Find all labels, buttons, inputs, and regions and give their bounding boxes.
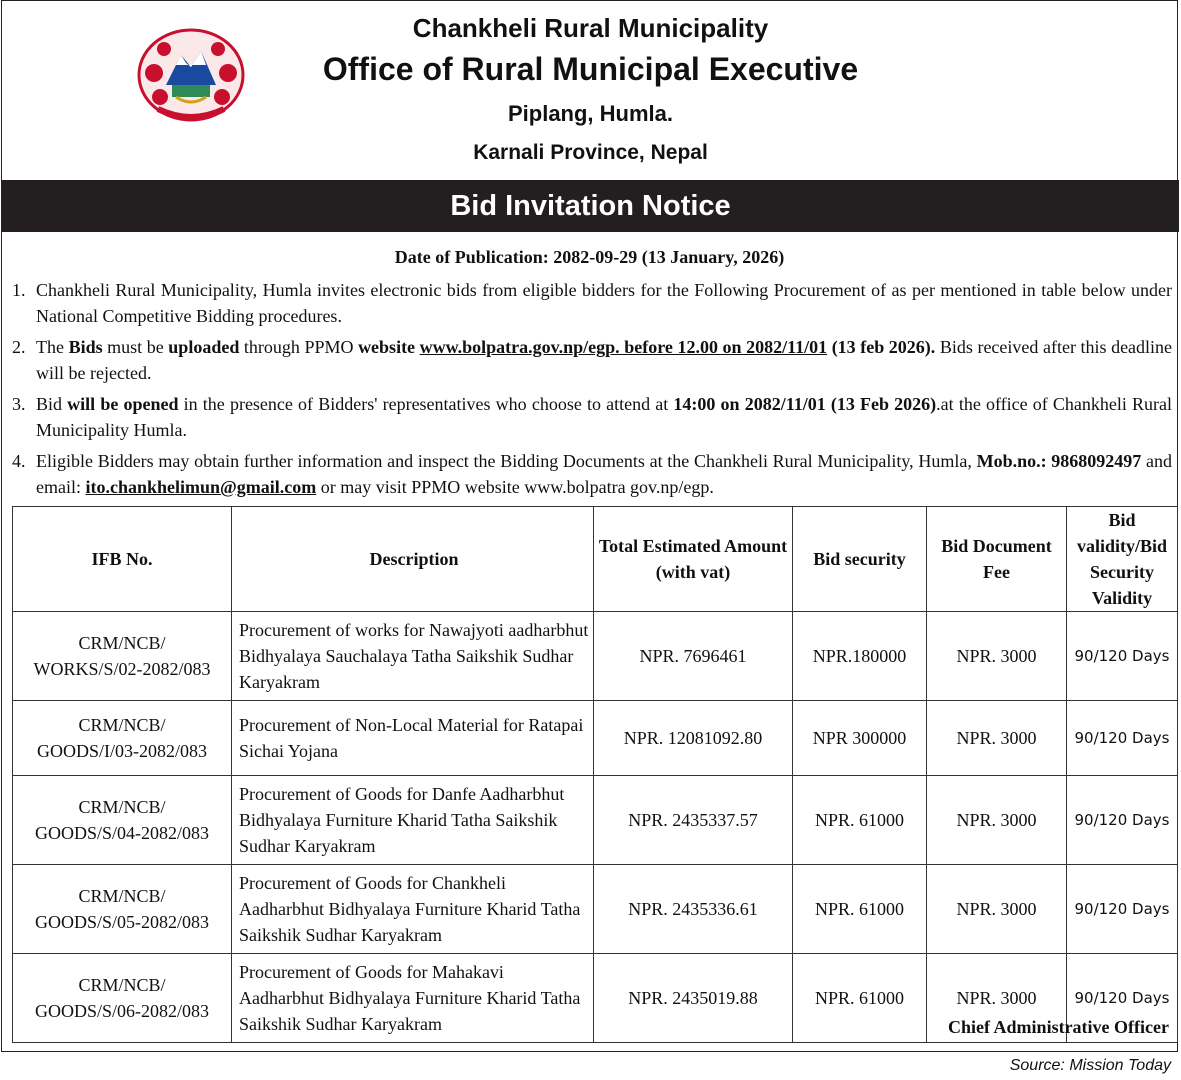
fee-cell: NPR. 3000 — [927, 776, 1067, 865]
fee-cell: NPR. 3000 — [927, 865, 1067, 954]
item-bold: uploaded — [168, 337, 240, 357]
item-text: Bids received after this deadline will be rejected. — [36, 337, 1173, 383]
security-cell: NPR. 61000 — [793, 865, 927, 954]
desc-cell: Procurement of Goods for Chankheli Aadharbhut Bidhyalaya Furniture Kharid Tatha Saikshik Sudhar Karyakram — [232, 865, 594, 954]
validity-cell: 90/120 Days — [1067, 776, 1178, 865]
amount-cell: NPR. 12081092.80 — [594, 701, 793, 776]
validity-cell: 90/120 Days — [1067, 865, 1178, 954]
ifb-line: GOODS/S/05-2082/083 — [34, 912, 209, 932]
item-bold: 14:00 on 2082/11/01 (13 Feb 2026) — [673, 394, 937, 414]
ifb-line: GOODS/S/04-2082/083 — [34, 823, 209, 843]
desc-cell: Procurement of works for Nawajyoti aadharbhut Bidhyalaya Sauchalaya Tatha Saikshik Sudhar Karyakram — [232, 612, 594, 701]
item-bold: (13 feb 2026). — [831, 337, 936, 357]
table-header-row — [13, 507, 1178, 612]
ppmo-website-link[interactable]: www.bolpatra.gov.np/egp. before 12.00 on 2082/11/01 — [419, 337, 828, 357]
email-link[interactable]: ito.chankhelimun@gmail.com — [85, 477, 317, 497]
fee-cell: NPR. 3000 — [927, 612, 1067, 701]
item-text: .at the office of Chankheli Rural Municipality Humla. — [36, 394, 1173, 440]
security-cell: NPR. 61000 — [793, 954, 927, 1043]
office-name: Office of Rural Municipal Executive — [322, 51, 859, 87]
ifb-line: CRM/NCB/ — [78, 633, 166, 653]
table-row — [13, 865, 1178, 954]
province-country: Karnali Province, Nepal — [473, 141, 708, 164]
item-text: The — [36, 337, 69, 357]
desc-cell: Procurement of Goods for Danfe Aadharbhut Bidhyalaya Furniture Kharid Tatha Saikshik Sudhar Karyakram — [232, 776, 594, 865]
ifb-line: WORKS/S/02-2082/083 — [33, 659, 211, 679]
header — [2, 1, 1179, 179]
item-bold: will be opened — [67, 394, 179, 414]
publication-date: Date of Publication: 2082-09-29 (13 January, 2026) — [394, 247, 785, 267]
security-cell: NPR 300000 — [793, 701, 927, 776]
table-row — [13, 776, 1178, 865]
security-cell: NPR. 61000 — [793, 776, 927, 865]
col-validity: Bid validity/Bid Security Validity — [1067, 507, 1178, 612]
table-row — [13, 701, 1178, 776]
item-text: in the presence of Bidders' representatives who choose to attend at — [178, 394, 674, 414]
ifb-cell — [13, 865, 232, 954]
ifb-line: CRM/NCB/ — [78, 797, 166, 817]
desc-cell: Procurement of Non-Local Material for Ratapai Sichai Yojana — [232, 701, 594, 776]
desc-cell: Procurement of Goods for Mahakavi Aadharbhut Bidhyalaya Furniture Kharid Tatha Saikshik Sudhar Karyakram — [232, 954, 594, 1043]
ifb-line: CRM/NCB/ — [78, 975, 166, 995]
notice-item-1 — [12, 277, 1172, 329]
notice-frame — [1, 0, 1178, 1052]
item-bold: Mob.no.: 9868092497 — [976, 451, 1142, 471]
fee-cell: NPR. 3000 — [927, 701, 1067, 776]
item-bold: Bids — [68, 337, 103, 357]
validity-cell: 90/120 Days — [1067, 954, 1178, 1043]
notice-item-3 — [12, 391, 1172, 443]
item-number: 4. — [12, 451, 26, 471]
ifb-cell — [13, 776, 232, 865]
col-doc-fee: Bid Document Fee — [927, 507, 1067, 612]
amount-cell: NPR. 2435336.61 — [594, 865, 793, 954]
ifb-line: CRM/NCB/ — [78, 886, 166, 906]
office-location: Piplang, Humla. — [507, 101, 674, 126]
item-text: and email: — [36, 451, 1172, 497]
ifb-cell — [13, 954, 232, 1043]
col-description: Description — [232, 507, 594, 612]
bid-table — [12, 506, 1178, 1043]
item-text: Chankheli Rural Municipality, Humla invites electronic bids from eligible bidders for the Following Procurement of as per mentioned in table below under National Competitive Bidding procedures. — [36, 280, 1172, 326]
amount-cell: NPR. 2435019.88 — [594, 954, 793, 1043]
item-bold: website — [358, 337, 416, 357]
fee-cell: NPR. 3000 — [927, 954, 1067, 1043]
ifb-cell — [13, 701, 232, 776]
item-number: 2. — [12, 337, 26, 357]
col-bid-security: Bid security — [793, 507, 927, 612]
item-text: must be — [102, 337, 169, 357]
item-number: 1. — [12, 280, 26, 300]
security-cell: NPR.180000 — [793, 612, 927, 701]
item-number: 3. — [12, 394, 26, 414]
col-ifb-no: IFB No. — [13, 507, 232, 612]
ifb-line: GOODS/S/06-2082/083 — [34, 1001, 209, 1021]
ifb-cell — [13, 612, 232, 701]
amount-cell: NPR. 2435337.57 — [594, 776, 793, 865]
item-text: Bid — [36, 394, 68, 414]
notice-title: Bid Invitation Notice — [450, 190, 731, 222]
ifb-line: CRM/NCB/ — [78, 715, 166, 735]
ifb-line: GOODS/I/03-2082/083 — [37, 741, 207, 761]
item-text: or may visit PPMO website www.bolpatra gov.np/egp. — [316, 477, 714, 497]
municipality-name: Chankheli Rural Municipality — [412, 13, 769, 43]
item-text: through PPMO — [239, 337, 359, 357]
validity-cell: 90/120 Days — [1067, 612, 1178, 701]
amount-cell: NPR. 7696461 — [594, 612, 793, 701]
source-credit: Source: Mission Today — [1009, 1057, 1171, 1074]
validity-cell: 90/120 Days — [1067, 701, 1178, 776]
notice-item-4 — [12, 448, 1172, 500]
notice-items — [12, 277, 1172, 505]
col-amount: Total Estimated Amount (with vat) — [594, 507, 793, 612]
signoff: Chief Administrative Officer — [948, 1017, 1169, 1037]
table-row — [13, 612, 1178, 701]
item-text: Eligible Bidders may obtain further information and inspect the Bidding Documents at the Chankheli Rural Municipality, Humla, — [36, 451, 977, 471]
notice-title-banner — [2, 180, 1179, 232]
notice-item-2 — [12, 334, 1172, 386]
